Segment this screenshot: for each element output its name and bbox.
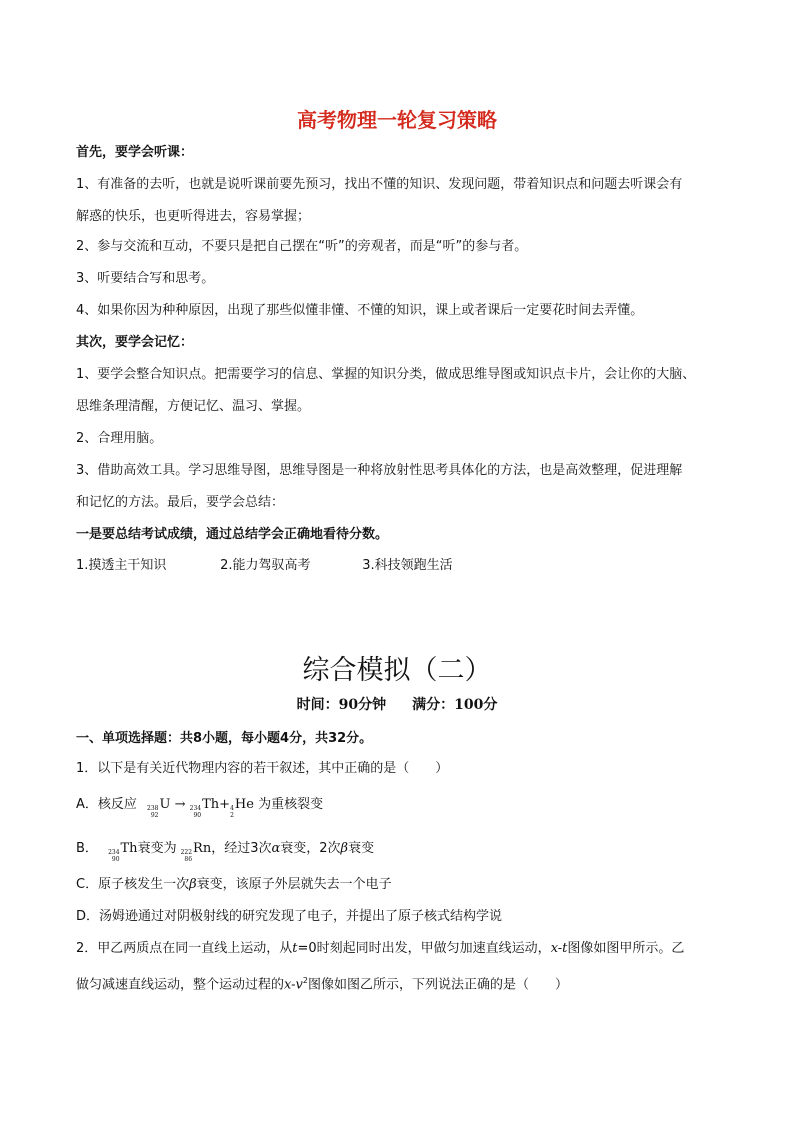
q2-stem-line-2: 做匀减速直线运动，整个运动过程的$x-v^2$图像如图乙所示，下列说法正确的是（ ） xyxy=(76,976,568,993)
q1-option-a: A．核反应 238 92 U → 234 90 Th+ 4 2 He 为重核裂变 xyxy=(76,797,324,819)
summary-items xyxy=(76,557,453,575)
section-heading-memory: 其次，要学会记忆： xyxy=(76,335,194,350)
listening-line-5: 4、如果你因为种种原因，出现了那些似懂非懂、不懂的知识，课上或者课后一定要花时间去弄懂。 xyxy=(76,303,644,318)
exam-info xyxy=(0,694,794,714)
memory-line-3: 2、合理用脑。 xyxy=(76,431,163,446)
listening-line-1: 1、有准备的去听，也就是说听课前要先预习，找出不懂的知识、发现问题，带着知识点和问题去听课会有 xyxy=(76,177,683,192)
q2-stem-line-1: 2．甲乙两质点在同一直线上运动，从t=0时刻起同时出发，甲做匀加速直线运动，x-t图像如图甲所示。乙 xyxy=(76,941,685,956)
strategy-title: 高考物理一轮复习策略 xyxy=(297,108,497,132)
q1-option-c: C．原子核发生一次β衰变，该原子外层就失去一个电子 xyxy=(76,877,392,892)
q1-option-b: B． 234 90 Th衰变为 222 86 Rn，经过3次α衰变，2次β衰变 xyxy=(76,841,375,863)
memory-line-5: 和记忆的方法。最后，要学会总结： xyxy=(76,495,285,510)
summary-item-2: 2.能力驾驭高考 xyxy=(220,558,311,573)
memory-line-4: 3、借助高效工具。学习思维导图，思维导图是一种将放射性思考具体化的方法，也是高效整理，促进理解 xyxy=(76,463,683,478)
section-heading-single-choice: 一、单项选择题：共8小题，每小题4分，共32分。 xyxy=(76,731,373,746)
exam-time: 时间：90分钟 xyxy=(296,697,387,713)
q1-stem: 1．以下是有关近代物理内容的若干叙述，其中正确的是（ ） xyxy=(76,761,449,776)
listening-line-3: 2、参与交流和互动，不要只是把自己摆在“听”的旁观者，而是“听”的参与者。 xyxy=(76,239,528,254)
memory-line-2: 思维条理清醒，方便记忆、温习、掌握。 xyxy=(76,399,311,414)
summary-item-3: 3.科技领跑生活 xyxy=(362,558,453,573)
summary-bold-line: 一是要总结考试成绩，通过总结学会正确地看待分数。 xyxy=(76,527,389,542)
summary-item-1: 1.摸透主干知识 xyxy=(76,558,167,573)
memory-line-1: 1、要学会整合知识点。把需要学习的信息、掌握的知识分类，做成思维导图或知识点卡片，会让你的大脑、 xyxy=(76,367,696,382)
q1-option-d: D．汤姆逊通过对阴极射线的研究发现了电子，并提出了原子核式结构学说 xyxy=(76,909,503,924)
section-heading-listening: 首先，要学会听课： xyxy=(76,145,194,160)
exam-title: 综合模拟（二） xyxy=(302,655,492,686)
listening-line-4: 3、听要结合写和思考。 xyxy=(76,271,215,286)
listening-line-2: 解惑的快乐，也更听得进去，容易掌握； xyxy=(76,209,311,224)
exam-score: 满分：100分 xyxy=(412,697,498,713)
